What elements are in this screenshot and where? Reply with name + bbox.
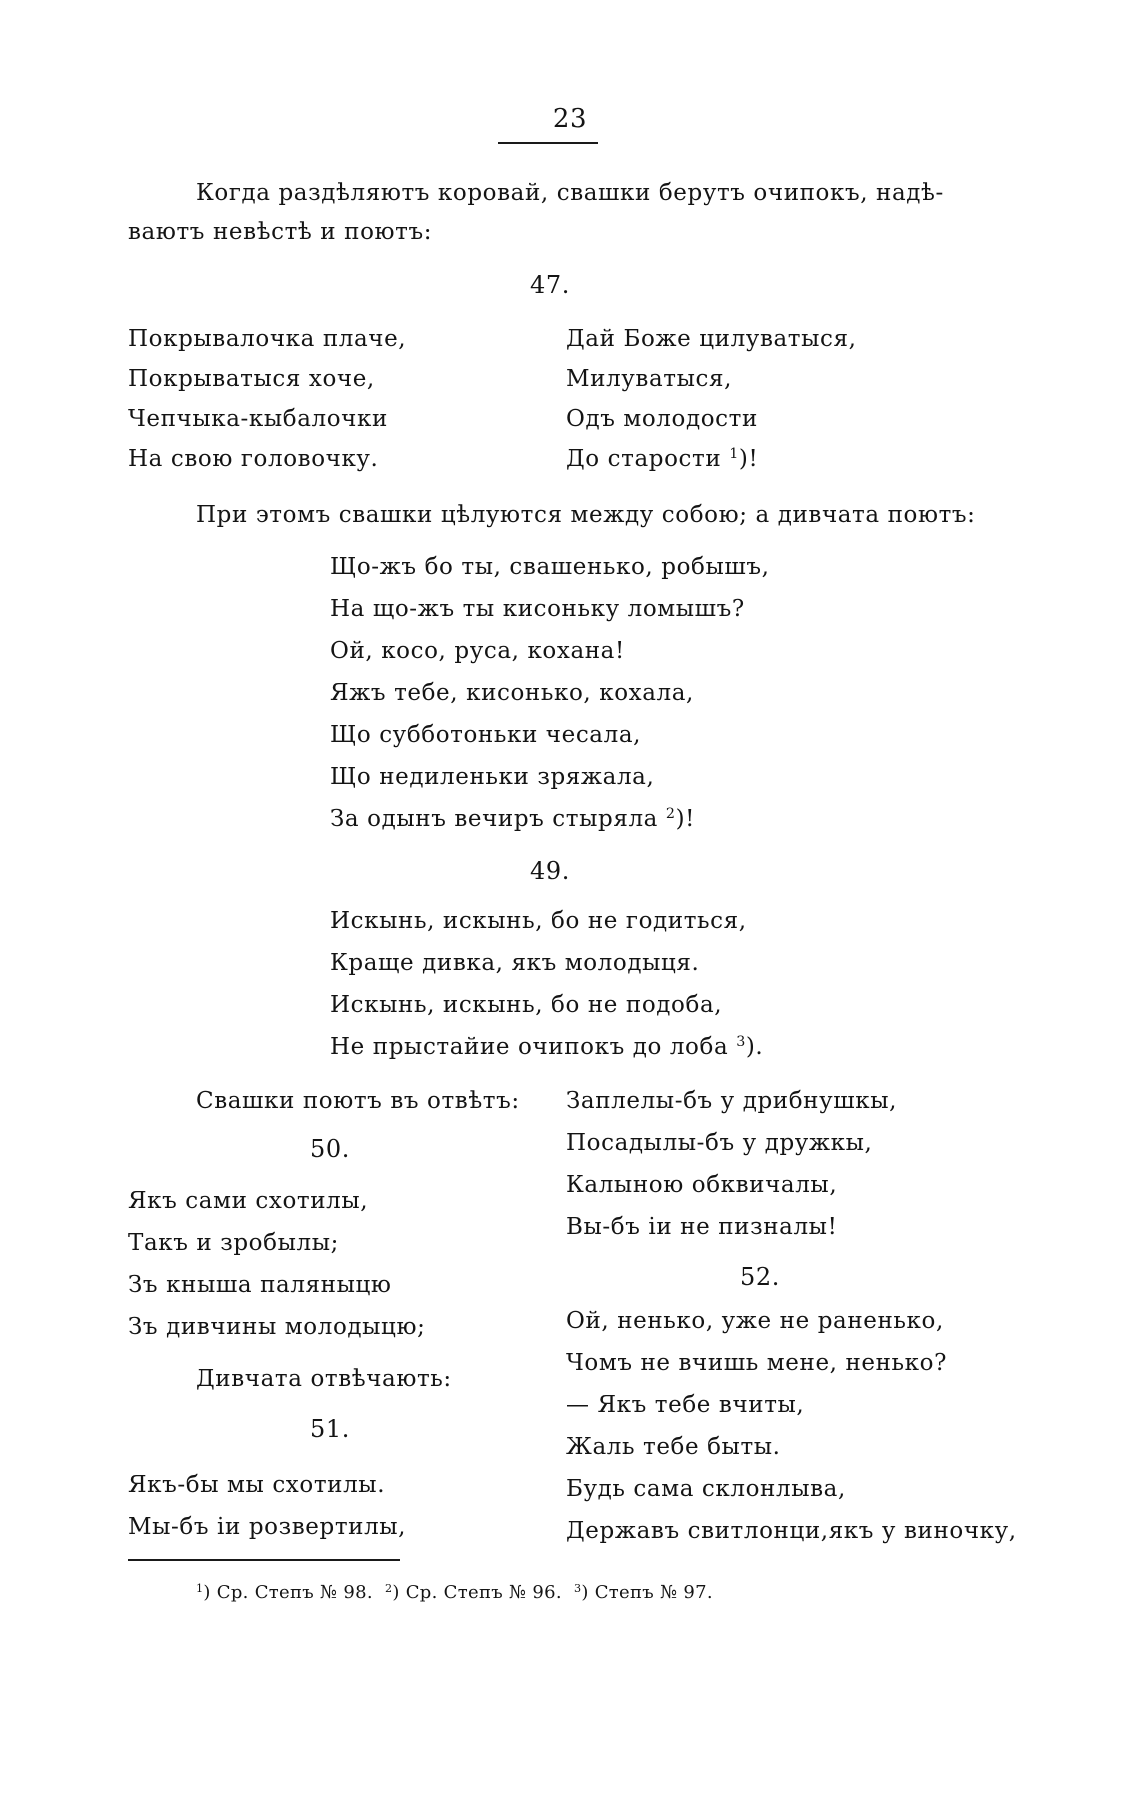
footnote-rule bbox=[128, 1559, 400, 1561]
song-49-last-suffix: ). bbox=[745, 1034, 764, 1060]
song-50-line: Такъ и зробылы; bbox=[128, 1230, 339, 1256]
song-52-line: Жаль тебе быты. bbox=[566, 1434, 781, 1460]
footnote-text: ) Ср. Степъ № 98. bbox=[203, 1582, 373, 1603]
song-52-line: Державъ свитлонци,якъ у виночку, bbox=[566, 1518, 1017, 1544]
divchata-answer: Дивчата отвѣчають: bbox=[196, 1366, 452, 1392]
song-52-number: 52. bbox=[740, 1263, 780, 1291]
footnote-ref-1: 1 bbox=[729, 446, 739, 463]
song-47-left-line: Чепчыка-кыбалочки bbox=[128, 406, 388, 432]
song-50-line: Зъ кныша паляныцю bbox=[128, 1272, 392, 1298]
song-52-line: Будь сама склонлыва, bbox=[566, 1476, 846, 1502]
kiss-intro: При этомъ свашки цѣлуются между собою; а дивчата поютъ: bbox=[196, 502, 976, 528]
song-48-last-text: За одынъ вечиръ стыряла bbox=[330, 806, 658, 832]
song-49-line: Искынь, искынь, бо не годиться, bbox=[330, 908, 747, 934]
song-48-line: На що-жъ ты кисоньку ломышъ? bbox=[330, 596, 745, 622]
song-47-number: 47. bbox=[530, 271, 570, 299]
page-number: 23 bbox=[552, 104, 588, 134]
song-47-left-line: Покрыватыся хоче, bbox=[128, 366, 375, 392]
song-47-right-line: Милуватыся, bbox=[566, 366, 733, 392]
song-49-line: Краще дивка, якъ молодыця. bbox=[330, 950, 700, 976]
song-51-cont-line: Вы-бъ іи не пизналы! bbox=[566, 1214, 838, 1240]
song-49-line: Искынь, искынь, бо не подоба, bbox=[330, 992, 723, 1018]
song-48-line: Яжъ тебе, кисонько, кохала, bbox=[330, 680, 694, 706]
song-47-right-line: Дай Боже цилуватыся, bbox=[566, 326, 857, 352]
song-48-last-suffix: )! bbox=[675, 806, 695, 832]
song-51-line: Якъ-бы мы схотилы. bbox=[128, 1472, 386, 1498]
song-47-left-line: Покрывалочка плаче, bbox=[128, 326, 407, 352]
footnote-line bbox=[196, 1578, 713, 1608]
svashki-answer: Свашки поютъ въ отвѣтъ: bbox=[196, 1088, 520, 1114]
song-51-cont-line: Посадылы-бъ у дружкы, bbox=[566, 1130, 873, 1156]
song-48-line: Що субботоньки чесала, bbox=[330, 722, 642, 748]
page-number-rule bbox=[498, 142, 598, 144]
song-50-line: Зъ дивчины молодыцю; bbox=[128, 1314, 426, 1340]
footnote-mark: 1 bbox=[196, 1581, 204, 1595]
song-51-line: Мы-бъ іи розвертилы, bbox=[128, 1514, 407, 1540]
song-51-cont-line: Калыною обквичалы, bbox=[566, 1172, 838, 1198]
song-49-last-text: Не прыстайие очипокъ до лоба bbox=[330, 1034, 729, 1060]
song-51-cont-line: Заплелы-бъ у дрибнушкы, bbox=[566, 1088, 898, 1114]
song-49-number: 49. bbox=[530, 857, 570, 885]
song-47-right-line bbox=[566, 444, 758, 474]
song-48-line: Що-жъ бо ты, свашенько, робышъ, bbox=[330, 554, 770, 580]
song-51-number: 51. bbox=[310, 1415, 350, 1443]
song-50-line: Якъ сами схотилы, bbox=[128, 1188, 369, 1214]
song-47-left-line: На свою головочку. bbox=[128, 446, 379, 472]
song-52-line: Ой, ненько, уже не раненько, bbox=[566, 1308, 944, 1334]
intro-line-1: Когда раздѣляютъ коровай, свашки берутъ очипокъ, надѣ- bbox=[196, 180, 944, 206]
footnote-text: ) Ср. Степъ № 96. bbox=[392, 1582, 562, 1603]
song-48-line bbox=[330, 804, 695, 834]
song-47-right-last-suffix: )! bbox=[738, 446, 759, 472]
song-49-line bbox=[330, 1032, 763, 1062]
footnote-ref-3: 3 bbox=[736, 1034, 746, 1051]
song-48-line: Ой, косо, руса, кохана! bbox=[330, 638, 625, 664]
song-47-right-last-text: До старости bbox=[566, 446, 722, 472]
song-48-line: Що недиленьки зряжала, bbox=[330, 764, 655, 790]
footnote-mark: 3 bbox=[573, 1581, 582, 1595]
intro-line-2: ваютъ невѣстѣ и поютъ: bbox=[128, 219, 433, 245]
song-52-line: — Якъ тебе вчиты, bbox=[566, 1392, 805, 1418]
footnote-ref-2: 2 bbox=[665, 806, 676, 823]
song-50-number: 50. bbox=[310, 1135, 350, 1163]
footnote-mark: 2 bbox=[384, 1581, 393, 1595]
song-47-right-line: Одъ молодости bbox=[566, 406, 758, 432]
song-52-line: Чомъ не вчишь мене, ненько? bbox=[566, 1350, 948, 1376]
footnote-text: ) Степъ № 97. bbox=[581, 1582, 713, 1603]
